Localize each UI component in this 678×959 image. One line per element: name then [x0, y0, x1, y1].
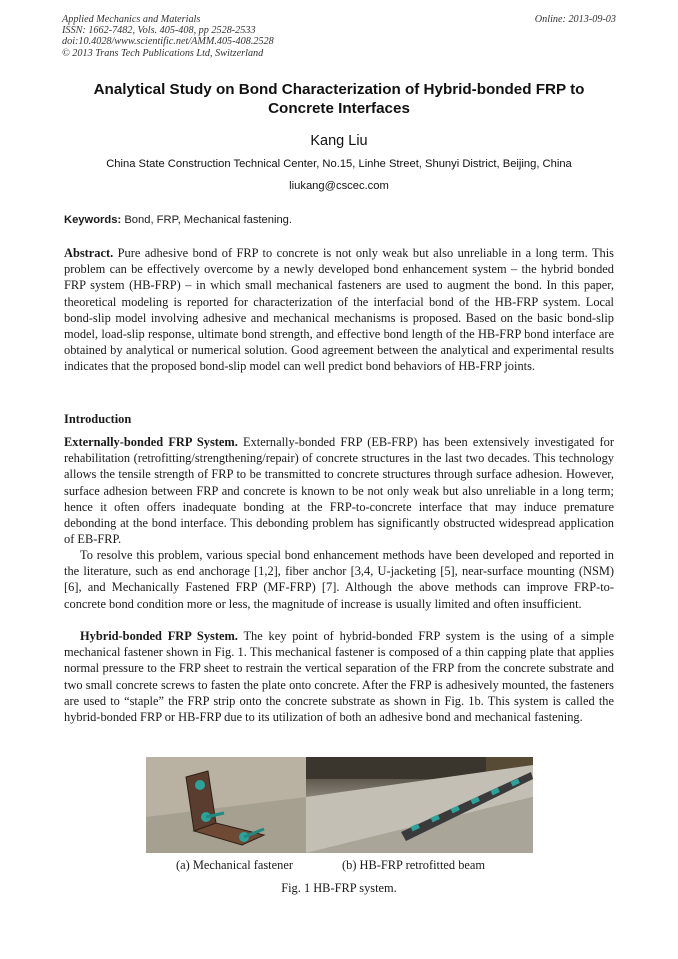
- keywords-text: Bond, FRP, Mechanical fastening.: [124, 214, 293, 226]
- keywords: [64, 214, 616, 226]
- caption-b: (b) HB-FRP retrofitted beam: [342, 858, 486, 872]
- intro-paragraph-2: To resolve this problem, various special bond enhancement methods have been developed and reported in the literature, such as end anchorage [1,2], fiber anchor [3,4, U-jacketing [5], near-surface mounting (NSM) [6], and Mechanically Fastened FRP (MF-FRP) [7]. Although the above methods can improve FRP-to-concrete bond condition more or less, the magnitude of increase is usually limited and often insufficient.: [64, 548, 614, 611]
- keywords-label: Keywords:: [64, 214, 122, 226]
- intro-paragraph-1: [64, 434, 614, 547]
- figure-caption: Fig. 1 HB-FRP system.: [281, 881, 397, 895]
- intro-p3-heading: Hybrid-bonded FRP System.: [80, 629, 238, 643]
- photo-mechanical-fastener: [146, 757, 306, 853]
- figure-1: [146, 757, 533, 853]
- abstract-text: Pure adhesive bond of FRP to concrete is not only weak but also unreliable in a long term. This problem can be effectively overcome by a newly developed bond enhancement system – the hybrid bonded FRP system (HB-FRP) – in which small mechanical fasteners are used to augment the bond. In this paper, theoretical modeling is reported for characterization of the interfacial bond of the HB-FRP system. Local bond-slip model involving adhesive and mechanical mechanisms is proposed. Based on the basic bond-slip model, load-slip response, ultimate bond strength, and effective bond length of the HB-FRP bond interface are obtained by analytical or numerical solution. Good agreement between the analytical and experimental results indicates that the proposed bond-slip model can well predict bond behaviors of HB-FRP joints.: [64, 246, 614, 374]
- abstract: [64, 245, 614, 375]
- photo-hbfrp-beam: [306, 757, 533, 853]
- intro-p1-text: Externally-bonded FRP (EB-FRP) has been extensively investigated for rehabilitation (retrofitting/strengthening/repair) of concrete structures in the last two decades. This technology allows the tensile strength of FRP to be transmitted to concrete structures through surface adhesion. However, surface adhesion between FRP and concrete is known to be not only weak but also unreliable in a long term; hence it often offers inadequate bonding at the FRP-to-concrete interface that may induce premature debonding at the bond interface. This debonding problem has significantly obstructed widespread application of EB-FRP.: [64, 435, 614, 547]
- subfigure-captions: [176, 858, 486, 873]
- fastener-illustration: [146, 757, 306, 853]
- doi-line: doi:10.4028/www.scientific.net/AMM.405-408.2528: [62, 36, 274, 48]
- copyright-line: © 2013 Trans Tech Publications Ltd, Switzerland: [62, 47, 264, 59]
- paper-title: Analytical Study on Bond Characterization of Hybrid-bonded FRP to Concrete Interfaces: [93, 81, 585, 117]
- intro-p3-text: The key point of hybrid-bonded FRP system is the using of a simple mechanical fastener shown in Fig. 1. This mechanical fastener is composed of a thin capping plate that applies normal pressure to the FRP sheet to restrain the vertical separation of the FRP from the concrete substrate and two small concrete screws to fasten the plate onto concrete. After the FRP is adhesively mounted, the fasteners are used to “staple” the FRP strip onto the concrete substrate as shown in Fig. 1b. This system is called the hybrid-bonded FRP or HB-FRP due to its utilization of both an adhesive bond and mechanical fastening.: [64, 629, 614, 725]
- author-email[interactable]: liukang@cscec.com: [289, 180, 389, 192]
- caption-a: (a) Mechanical fastener: [176, 858, 293, 872]
- section-title-introduction: Introduction: [64, 412, 132, 426]
- intro-paragraph-3: [64, 628, 614, 725]
- issn-line: ISSN: 1662-7482, Vols. 405-408, pp 2528-2533: [62, 25, 256, 37]
- journal-name: Applied Mechanics and Materials: [62, 14, 201, 25]
- beam-illustration: [306, 757, 533, 853]
- online-date: Online: 2013-09-03: [534, 14, 616, 25]
- journal-header: [62, 14, 616, 59]
- author-name: Kang Liu: [310, 133, 368, 149]
- author-affiliation: China State Construction Technical Center, No.15, Linhe Street, Shunyi District, Beijing, China: [106, 158, 572, 170]
- intro-p1-heading: Externally-bonded FRP System.: [64, 435, 238, 449]
- abstract-label: Abstract.: [64, 246, 114, 260]
